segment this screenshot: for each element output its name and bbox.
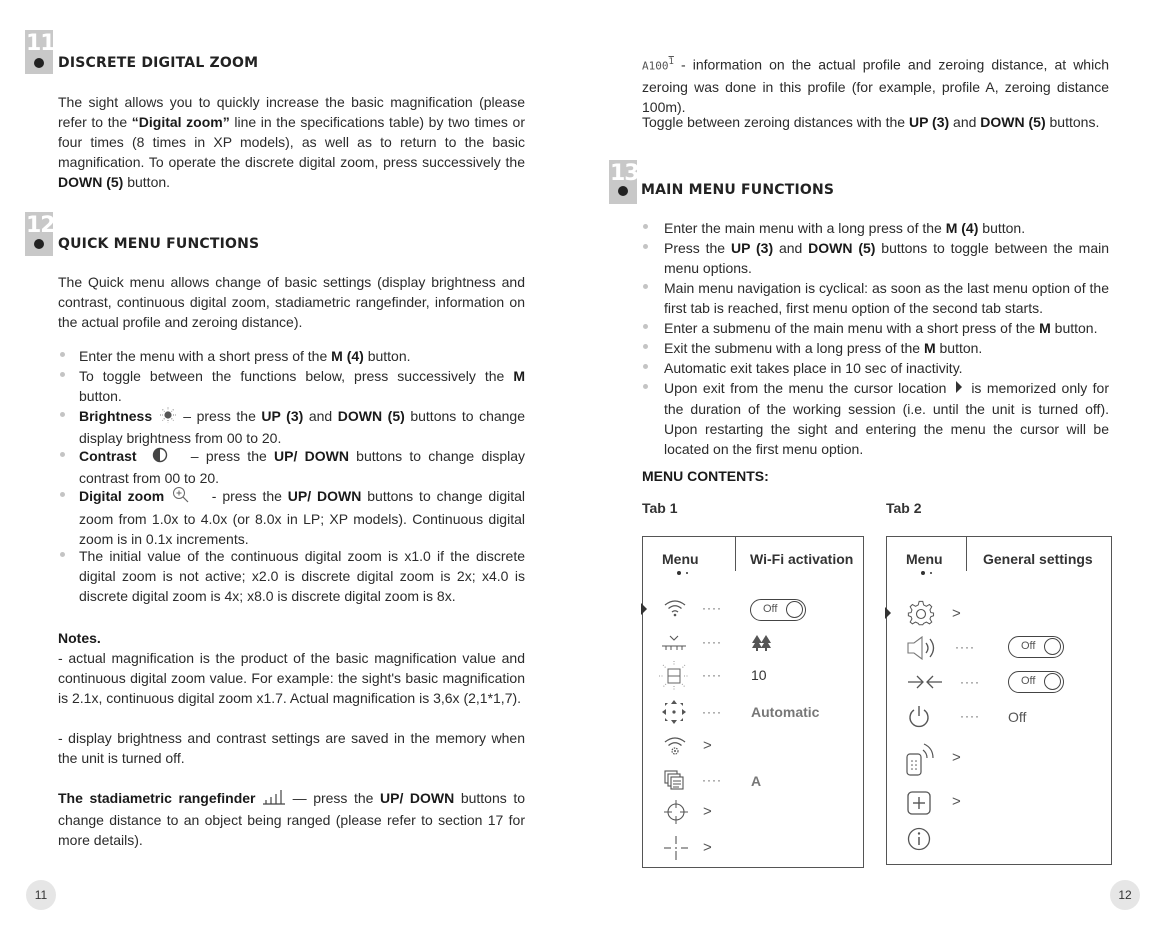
auto-shutdown-arrows-icon	[907, 673, 943, 696]
submenu-chevron-icon[interactable]: >	[952, 793, 961, 810]
reticle-icon	[663, 835, 689, 866]
list-bullet	[60, 412, 65, 417]
leader-dots: ····	[702, 668, 722, 682]
brightness-icon	[158, 407, 178, 428]
submenu-chevron-icon[interactable]: >	[703, 839, 712, 856]
section-title-discrete-digital-zoom: DISCRETE DIGITAL ZOOM	[58, 55, 259, 71]
tab-1-selected-option-title: Wi-Fi activation	[750, 551, 854, 567]
submenu-chevron-icon[interactable]: >	[703, 803, 712, 820]
menu-cursor-icon	[885, 607, 891, 619]
leader-dots: ····	[955, 640, 975, 654]
section-title-main-menu: MAIN MENU FUNCTIONS	[641, 182, 835, 198]
submenu-chevron-icon[interactable]: >	[952, 605, 961, 622]
section-number-12: 12	[25, 212, 53, 256]
list-bullet	[643, 224, 648, 229]
section-number-13: 13	[609, 160, 637, 204]
auto-shutdown-toggle[interactable]	[1008, 671, 1064, 693]
leader-dots: ····	[960, 675, 980, 689]
paragraph-quick-menu-intro: The Quick menu allows change of basic settings (display brightness and contrast, continuous digital zoom, stadiametric rangefinder, information on the actual profile and zeroing distance).	[58, 274, 525, 330]
display-brightness-icon	[659, 661, 689, 696]
menu-cursor-icon	[641, 603, 647, 615]
leader-dots: ····	[702, 635, 722, 649]
list-bullet	[643, 284, 648, 289]
list-bullet	[60, 492, 65, 497]
note-actual-magnification: - actual magnification is the product of the basic magnification value and continuous digital zoom value. For example: the sight's basic magnification is 2.1x, continuous digital zoom x1.7. Actual magnification is 3,6x (2,1*1,7).	[58, 650, 525, 706]
list-item-enter-quick-menu: Enter the menu with a short press of the M (4) button.	[79, 348, 411, 364]
list-bullet	[60, 352, 65, 357]
wifi-activation-toggle[interactable]	[750, 599, 806, 621]
list-bullet	[60, 372, 65, 377]
tab-2-menu-box	[886, 536, 1112, 865]
toggle-knob	[1044, 673, 1061, 690]
speaker-icon	[906, 634, 944, 667]
paragraph-profile-info: $A100^1$ - information on the actual profile and zeroing distance, at which zeroing was done in this profile (for example, profile A, zeroing distance 100m).	[642, 56, 1109, 115]
toggle-state-label: Off	[1021, 675, 1036, 687]
calibration-mode-icon	[661, 699, 687, 730]
leader-dots: ····	[702, 705, 722, 719]
header-divider	[966, 537, 967, 571]
paragraph-toggle-zeroing: Toggle between zeroing distances with the UP (3) and DOWN (5) buttons.	[642, 114, 1100, 130]
list-bullet	[643, 344, 648, 349]
contrast-icon	[151, 447, 169, 468]
section-number-11: 11	[25, 30, 53, 74]
toggle-state-label: Off	[1021, 640, 1036, 652]
menu-page-dots-icon	[677, 571, 691, 575]
submenu-chevron-icon[interactable]: >	[703, 737, 712, 754]
list-bullet	[643, 364, 648, 369]
list-item-toggle-functions: To toggle between the functions below, press successively the M button.	[79, 368, 525, 404]
list-item-cursor-memory: Upon exit from the menu the cursor location is memorized only for the duration of the working session (i.e. until the unit is turned off). Upon restarting the sight and entering the menu the cursor will be located on the first menu option.	[664, 380, 1110, 458]
profile-select-icon	[663, 769, 685, 796]
toggle-state-label: Off	[763, 603, 778, 615]
tab-1-menu-box	[642, 536, 864, 868]
add-device-icon	[907, 791, 931, 820]
gear-icon	[907, 600, 935, 633]
list-bullet	[60, 452, 65, 457]
sound-toggle[interactable]	[1008, 636, 1064, 658]
list-item-contrast: Contrast – press the UP/ DOWN buttons to change display contrast from 00 to 20.	[79, 448, 526, 486]
section-bullet-icon	[618, 186, 628, 196]
note-settings-saved: - display brightness and contrast settings are saved in the memory when the unit is turned off.	[58, 730, 525, 766]
rangefinder-icon	[262, 789, 286, 810]
info-icon	[907, 827, 931, 856]
zoom-in-icon	[170, 486, 194, 509]
menu-page-dots-icon	[921, 571, 935, 575]
toggle-knob	[786, 601, 803, 618]
list-bullet	[643, 324, 648, 329]
calibration-mode-value: Automatic	[751, 704, 820, 720]
list-item-digital-zoom: Digital zoom - press the UP/ DOWN buttons to change digital zoom from 1.0x to 4.0x (or 8.0x in LP; XP models). Continuous digital zoom is in 0.1x increments.	[79, 486, 525, 549]
leader-dots: ····	[702, 773, 722, 787]
tab-1-label: Tab 1	[642, 500, 678, 516]
page-number: 12	[1110, 880, 1140, 910]
list-item-toggle-options: Press the UP (3) and DOWN (5) buttons to toggle between the main menu options.	[664, 240, 1110, 276]
right-page	[584, 0, 1168, 935]
remote-control-icon	[905, 740, 939, 781]
list-bullet	[643, 244, 648, 249]
list-bullet	[643, 384, 648, 389]
observation-mode-icon	[661, 633, 687, 658]
tab-1-menu-heading: Menu	[662, 551, 699, 567]
profile-code-sub: 1	[668, 57, 674, 67]
forest-mode-icon	[751, 633, 773, 656]
list-item-cyclical-navigation: Main menu navigation is cyclical: as soon as the last menu option of the first tab is reached, first menu option of the second tab starts.	[664, 280, 1109, 316]
wifi-settings-icon	[663, 735, 689, 762]
list-item-automatic-exit: Automatic exit takes place in 10 sec of inactivity.	[664, 360, 963, 376]
section-bullet-icon	[34, 239, 44, 249]
toggle-knob	[1044, 638, 1061, 655]
page-number: 11	[26, 880, 56, 910]
submenu-chevron-icon[interactable]: >	[952, 749, 961, 766]
list-bullet	[60, 552, 65, 557]
power-value: Off	[1008, 709, 1027, 725]
list-item-exit-submenu: Exit the submenu with a long press of the M button.	[664, 340, 983, 356]
profile-value: A	[751, 773, 762, 789]
list-item-enter-main-menu: Enter the main menu with a long press of the M (4) button.	[664, 220, 1026, 236]
list-item-brightness: Brightness – press the UP (3) and DOWN (5) buttons to change display brightness from 00 to 20.	[79, 408, 525, 446]
section-title-quick-menu: QUICK MENU FUNCTIONS	[58, 236, 260, 252]
leader-dots: ····	[960, 709, 980, 723]
tab-2-selected-option-title: General settings	[983, 551, 1093, 567]
paragraph-stadiametric-rangefinder: The stadiametric rangefinder — press the UP/ DOWN buttons to change distance to an object being ranged (please refer to section 17 for more details).	[58, 790, 525, 848]
wifi-icon	[663, 598, 687, 623]
cursor-triangle-icon	[952, 379, 966, 399]
leader-dots: ····	[702, 601, 722, 615]
profile-code-label: A100	[642, 59, 669, 73]
list-item-enter-submenu: Enter a submenu of the main menu with a short press of the M button.	[664, 320, 1098, 336]
menu-contents-title: MENU CONTENTS:	[642, 468, 769, 484]
power-icon	[907, 705, 931, 734]
notes-title: Notes.	[58, 630, 101, 646]
zeroing-crosshair-icon	[663, 799, 689, 830]
brightness-value: 10	[751, 667, 767, 683]
list-item-initial-zoom: The initial value of the continuous digital zoom is x1.0 if the discrete digital zoom is not active; x2.0 is discrete digital zoom is 2x; x4.0 is discrete digital zoom is 4x; x8.0 is discrete digital zoom is 8x.	[79, 548, 525, 604]
header-divider	[735, 537, 736, 571]
section-bullet-icon	[34, 58, 44, 68]
tab-2-menu-heading: Menu	[906, 551, 943, 567]
paragraph-discrete-zoom: The sight allows you to quickly increase the basic magnification (please refer to the “Digital zoom” line in the specifications table) by two times or four times (8 times in XP models), as well as to return to the basic magnification. To operate the discrete digital zoom, press successively the DOWN (5) button.	[58, 94, 525, 190]
tab-2-label: Tab 2	[886, 500, 922, 516]
